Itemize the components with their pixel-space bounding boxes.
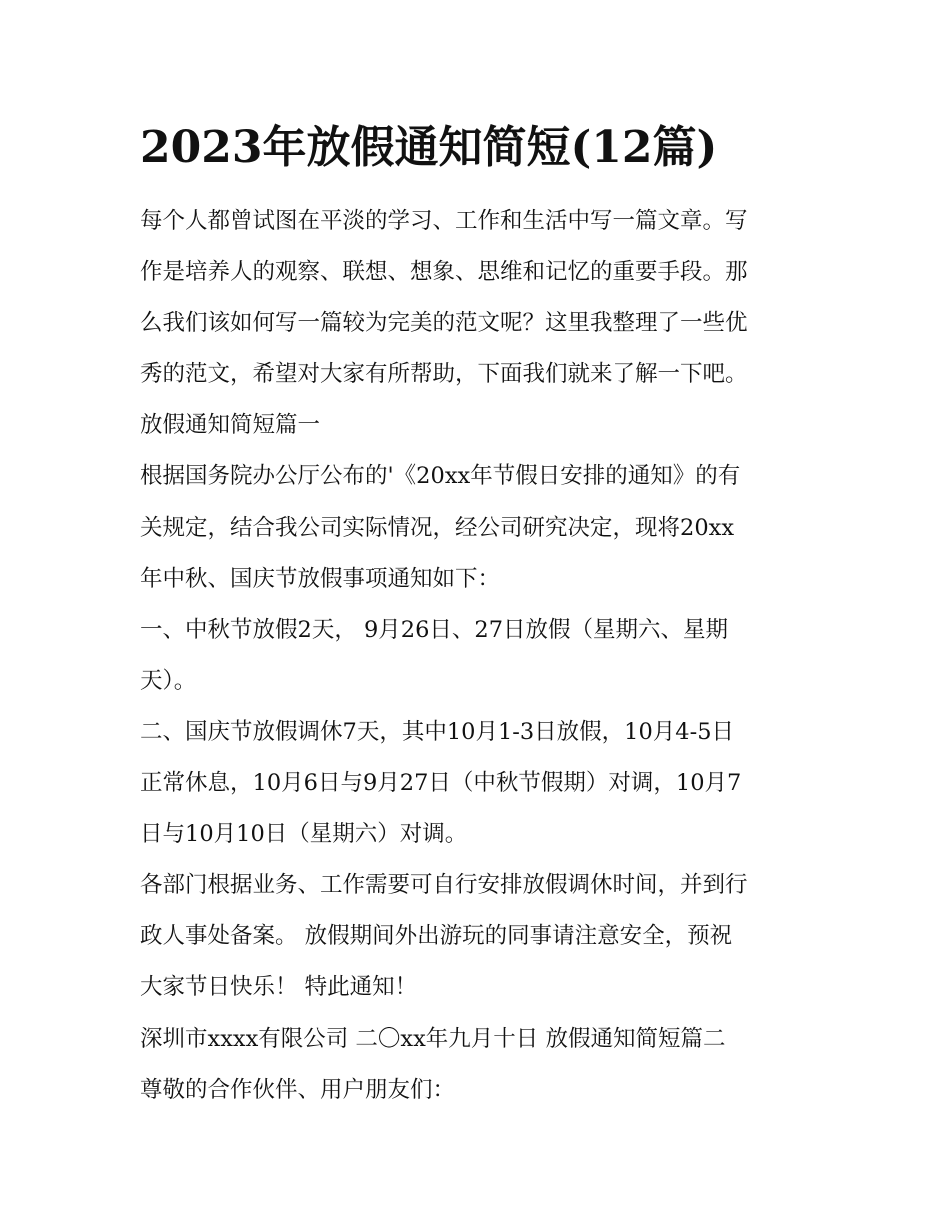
paragraph-line: 作是培养人的观察、联想、想象、思维和记忆的重要手段。那 bbox=[140, 259, 748, 286]
paragraph-line: 政人事处备案。 放假期间外出游玩的同事请注意安全，预祝 bbox=[140, 923, 733, 950]
paragraph-line: 根据国务院办公厅公布的'《20xx年节假日安排的通知》的有 bbox=[140, 463, 741, 490]
paragraph-line: 每个人都曾试图在平淡的学习、工作和生活中写一篇文章。写 bbox=[140, 208, 748, 234]
paragraph-line: 日与10月10日（星期六）对调。 bbox=[140, 821, 468, 848]
paragraph-line: 正常休息，10月6日与9月27日（中秋节假期）对调，10月7 bbox=[140, 770, 742, 797]
paragraph-line: 天）。 bbox=[140, 667, 197, 694]
document-body bbox=[140, 196, 820, 1116]
section-heading: 放假通知简短篇一 bbox=[140, 412, 321, 439]
paragraph-line: 秀的范文，希望对大家有所帮助，下面我们就来了解一下吧。 bbox=[140, 361, 748, 388]
paragraph-line: 大家节日快乐！ 特此通知！ bbox=[140, 974, 418, 1001]
paragraph-line: 二、国庆节放假调休7天，其中10月1-3日放假，10月4-5日 bbox=[140, 718, 735, 745]
paragraph-line: 各部门根据业务、工作需要可自行安排放假调休时间，并到行 bbox=[140, 872, 748, 899]
paragraph-line: 深圳市xxxx有限公司 二〇xx年九月十日 放假通知简短篇二 bbox=[140, 1025, 726, 1052]
paragraph-line: 关规定，结合我公司实际情况，经公司研究决定，现将20xx bbox=[140, 514, 735, 541]
paragraph-line: 年中秋、国庆节放假事项通知如下： bbox=[140, 565, 501, 592]
paragraph-line: 一、中秋节放假2天， 9月26日、27日放假（星期六、星期 bbox=[140, 616, 729, 643]
paragraph-line: 么我们该如何写一篇较为完美的范文呢？这里我整理了一些优 bbox=[140, 310, 748, 337]
paragraph-line: 尊敬的合作伙伴、用户朋友们： bbox=[140, 1076, 456, 1103]
document-title: 2023年放假通知简短(12篇) bbox=[140, 122, 718, 173]
